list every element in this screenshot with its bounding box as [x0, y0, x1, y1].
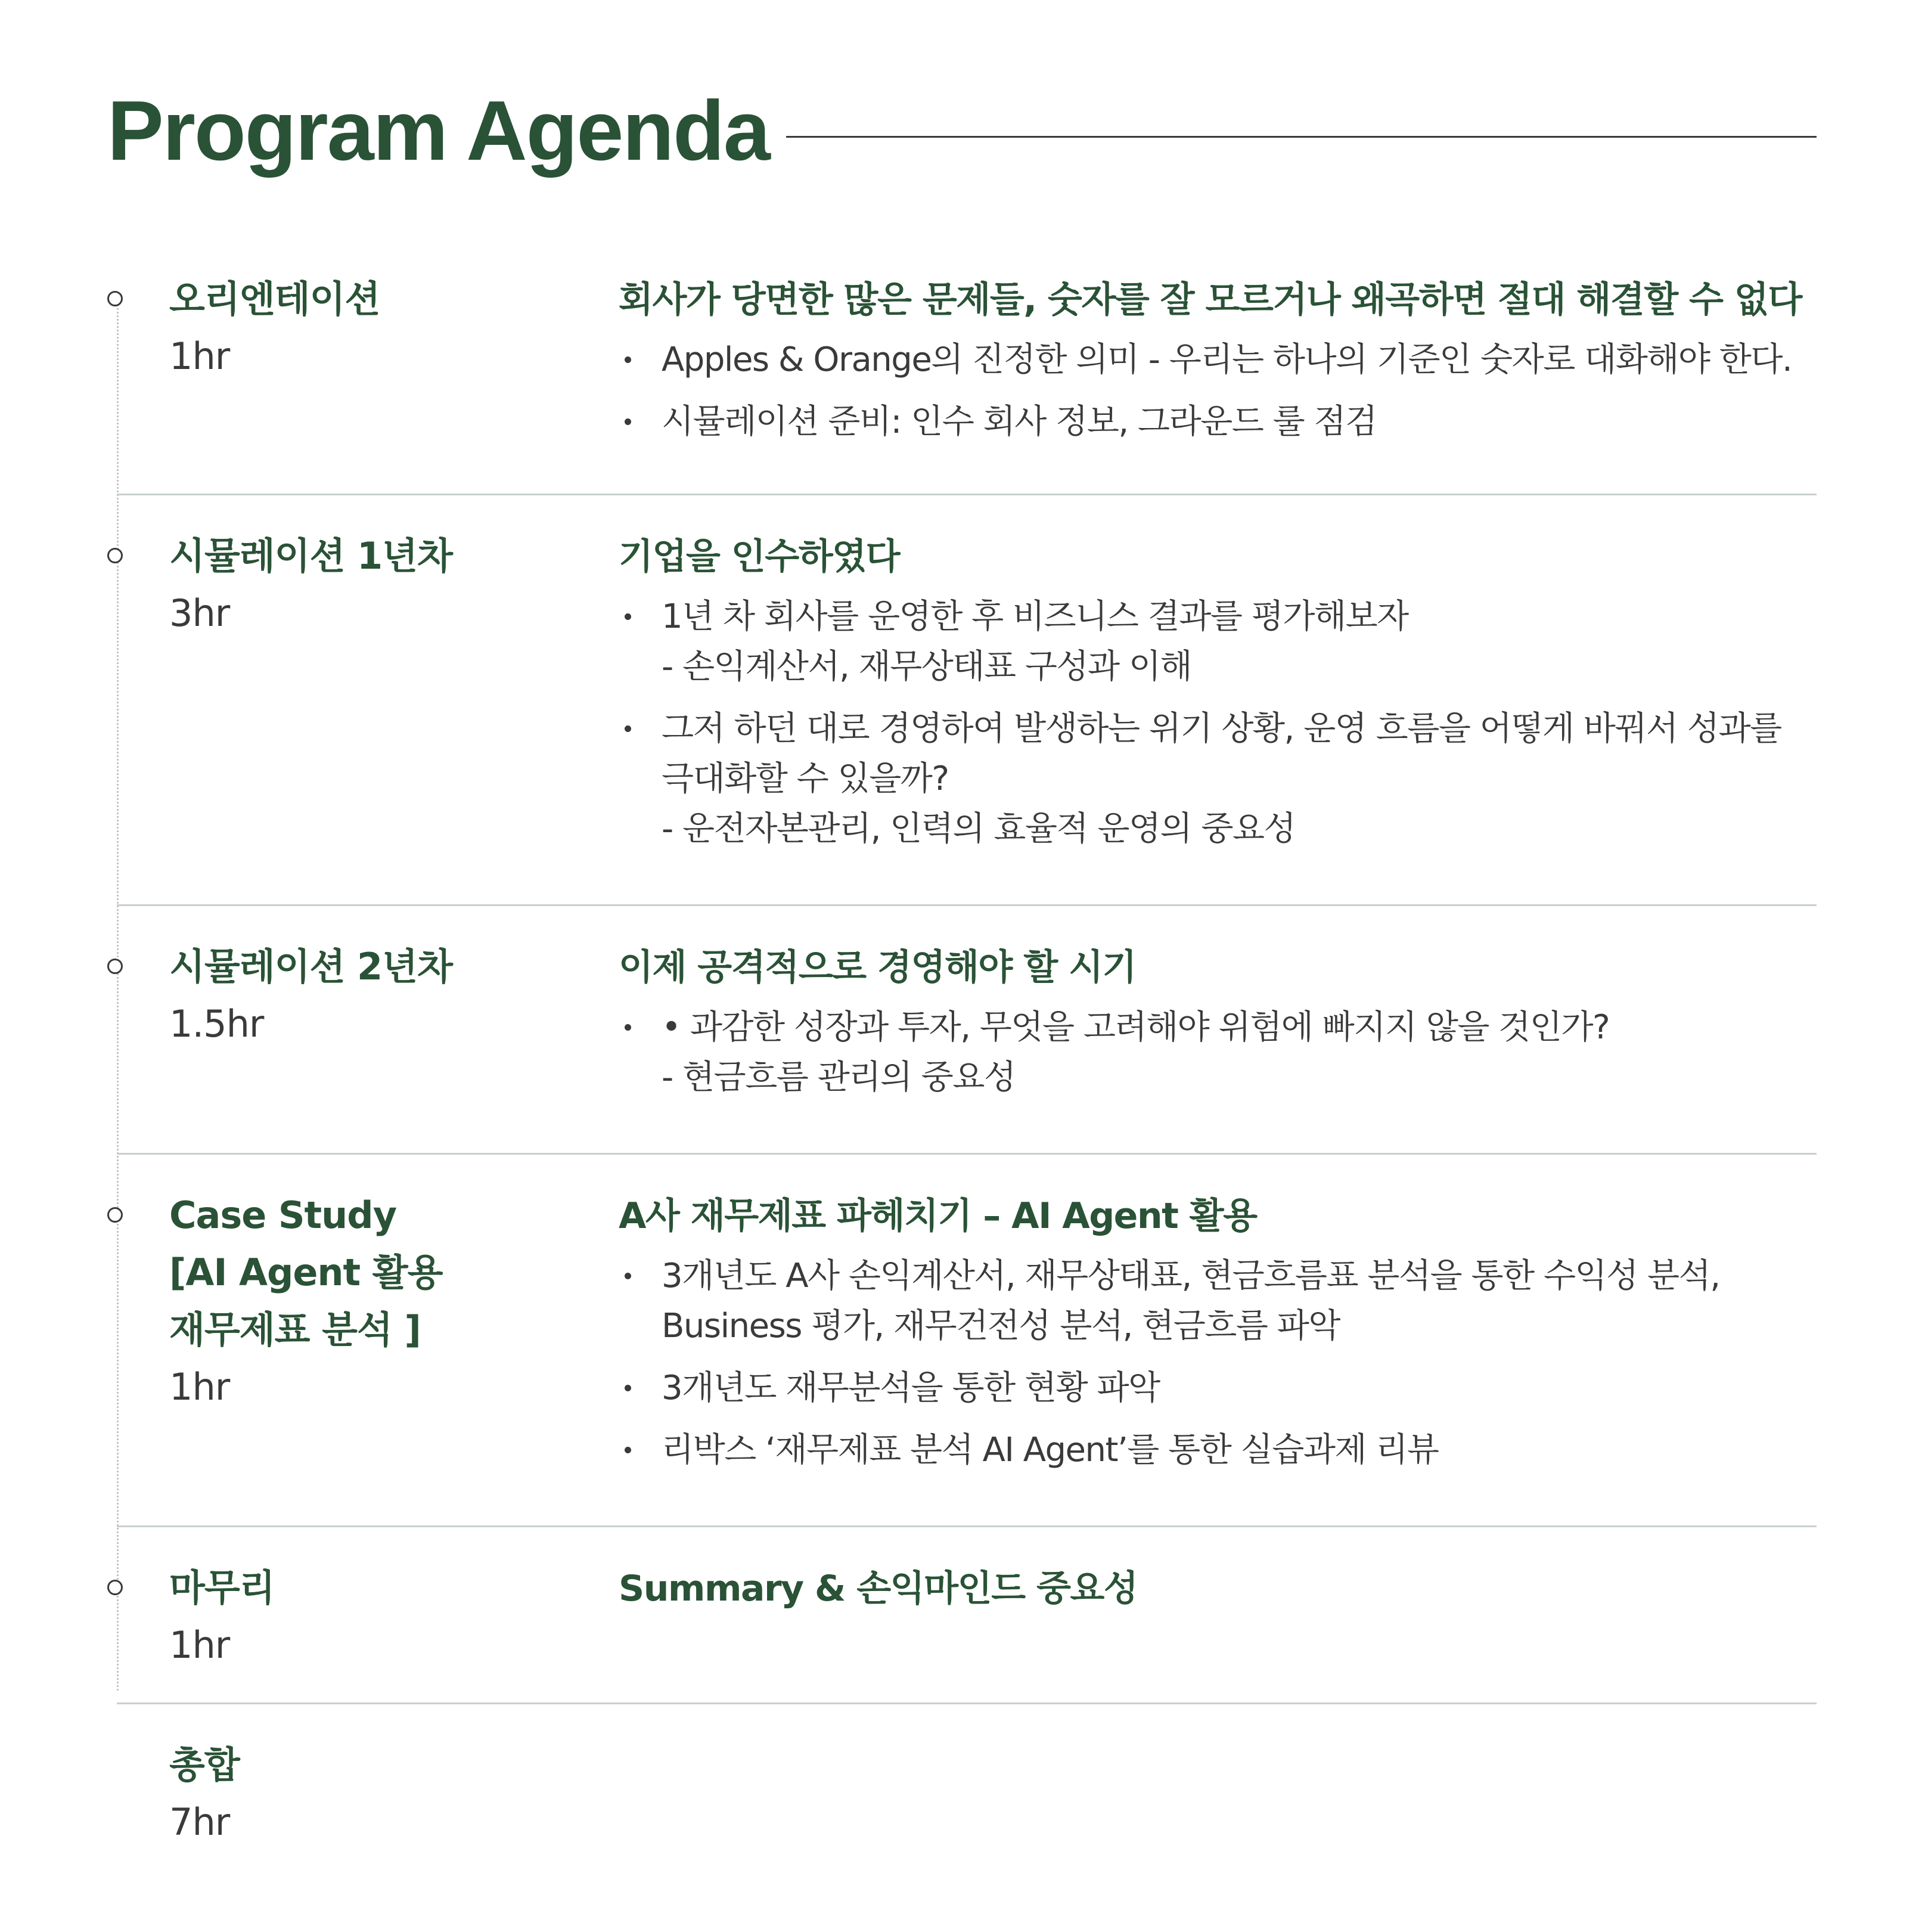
- agenda-row-wrap-up: [117, 1527, 1817, 1704]
- title-rule: [786, 136, 1817, 138]
- bullet-list: [619, 592, 1811, 854]
- agenda-row-total: [117, 1704, 1817, 1883]
- session-name: 시뮬레이션 1년차: [169, 534, 452, 578]
- timeline-dot: [107, 959, 123, 974]
- bullet-dot-icon: [625, 1273, 631, 1279]
- bullet-dot-icon: [625, 613, 631, 620]
- bullet-item: 그저 하던 대로 경영하여 발생하는 위기 상황, 운영 흐름을 어떻게 바꿔서 성과를 극대화할 수 있을까? - 운전자본관리, 인력의 효율적 운영의 중요성: [619, 704, 1811, 854]
- timeline-dot: [107, 1207, 123, 1223]
- session-duration: 1hr: [169, 1623, 230, 1667]
- bullet-dot-icon: [625, 418, 631, 425]
- bullet-dot-icon: [625, 1385, 631, 1391]
- session-headline: A사 재무제표 파헤치기 – AI Agent 활용: [619, 1195, 1257, 1237]
- bullet-list: [619, 335, 1811, 447]
- agenda-row-case-study: [117, 1155, 1817, 1527]
- session-content: [619, 1189, 1811, 1487]
- agenda-row-orientation: [117, 275, 1817, 495]
- bullet-dot-icon: [625, 356, 631, 363]
- timeline-dot: [107, 291, 123, 306]
- session-headline: 이제 공격적으로 경영해야 할 시기: [619, 947, 1136, 988]
- session-duration: 1hr: [169, 1365, 230, 1409]
- session-name-line: [AI Agent 활용: [169, 1251, 443, 1294]
- title-bar: [107, 77, 1817, 185]
- total-label: 총합: [169, 1743, 240, 1787]
- session-headline: Summary & 손익마인드 중요성: [619, 1568, 1138, 1610]
- agenda-row-simulation-year1: [117, 495, 1817, 906]
- bullet-dot-icon: [625, 1024, 631, 1031]
- bullet-list: [619, 1251, 1811, 1475]
- bullet-item: Apples & Orange의 진정한 의미 - 우리는 하나의 기준인 숫자로 대화해야 한다.: [619, 335, 1811, 385]
- session-duration: 1.5hr: [169, 1002, 264, 1046]
- bullet-list: [619, 1003, 1811, 1103]
- bullet-item: 1년 차 회사를 운영한 후 비즈니스 결과를 평가해보자 - 손익계산서, 재무상태표 구성과 이해: [619, 592, 1811, 692]
- page-title: Program Agenda: [107, 83, 769, 178]
- session-info: [169, 1559, 598, 1674]
- session-name: 오리엔테이션: [169, 277, 380, 321]
- session-content: [619, 941, 1811, 1115]
- session-name-line: 재무제표 분석 ]: [169, 1308, 421, 1351]
- session-headline: 기업을 인수하였다: [619, 536, 900, 578]
- bullet-item: 3개년도 A사 손익계산서, 재무상태표, 현금흐름표 분석을 통한 수익성 분석, Business 평가, 재무건전성 분석, 현금흐름 파악: [619, 1251, 1811, 1351]
- session-name: 시뮬레이션 2년차: [169, 945, 452, 988]
- session-name: 마무리: [169, 1566, 275, 1610]
- bullet-item: 리박스 ‘재무제표 분석 AI Agent’를 통한 실습과제 리뷰: [619, 1425, 1811, 1475]
- session-content: [619, 273, 1811, 459]
- session-content: [619, 1562, 1811, 1615]
- session-info: [169, 1187, 598, 1416]
- total-info: [169, 1736, 598, 1851]
- bullet-dot-icon: [625, 1447, 631, 1453]
- session-info: [169, 938, 598, 1053]
- session-name-line: Case Study: [169, 1193, 397, 1237]
- session-content: [619, 530, 1811, 866]
- session-info: [169, 271, 598, 385]
- session-info: [169, 528, 598, 642]
- timeline-dot: [107, 548, 123, 563]
- bullet-dot-icon: [625, 725, 631, 732]
- bullet-item: 시뮬레이션 준비: 인수 회사 정보, 그라운드 룰 점검: [619, 397, 1811, 447]
- bullet-item: 3개년도 재무분석을 통한 현황 파악: [619, 1363, 1811, 1413]
- bullet-item: • 과감한 성장과 투자, 무엇을 고려해야 위험에 빠지지 않을 것인가? - 현금흐름 관리의 중요성: [619, 1003, 1811, 1103]
- agenda-row-simulation-year2: [117, 906, 1817, 1155]
- total-duration: 7hr: [169, 1800, 230, 1844]
- session-duration: 3hr: [169, 591, 230, 635]
- session-duration: 1hr: [169, 334, 230, 378]
- timeline-dot: [107, 1580, 123, 1595]
- session-headline: 회사가 당면한 많은 문제들, 숫자를 잘 모르거나 왜곡하면 절대 해결할 수 없다: [619, 279, 1802, 321]
